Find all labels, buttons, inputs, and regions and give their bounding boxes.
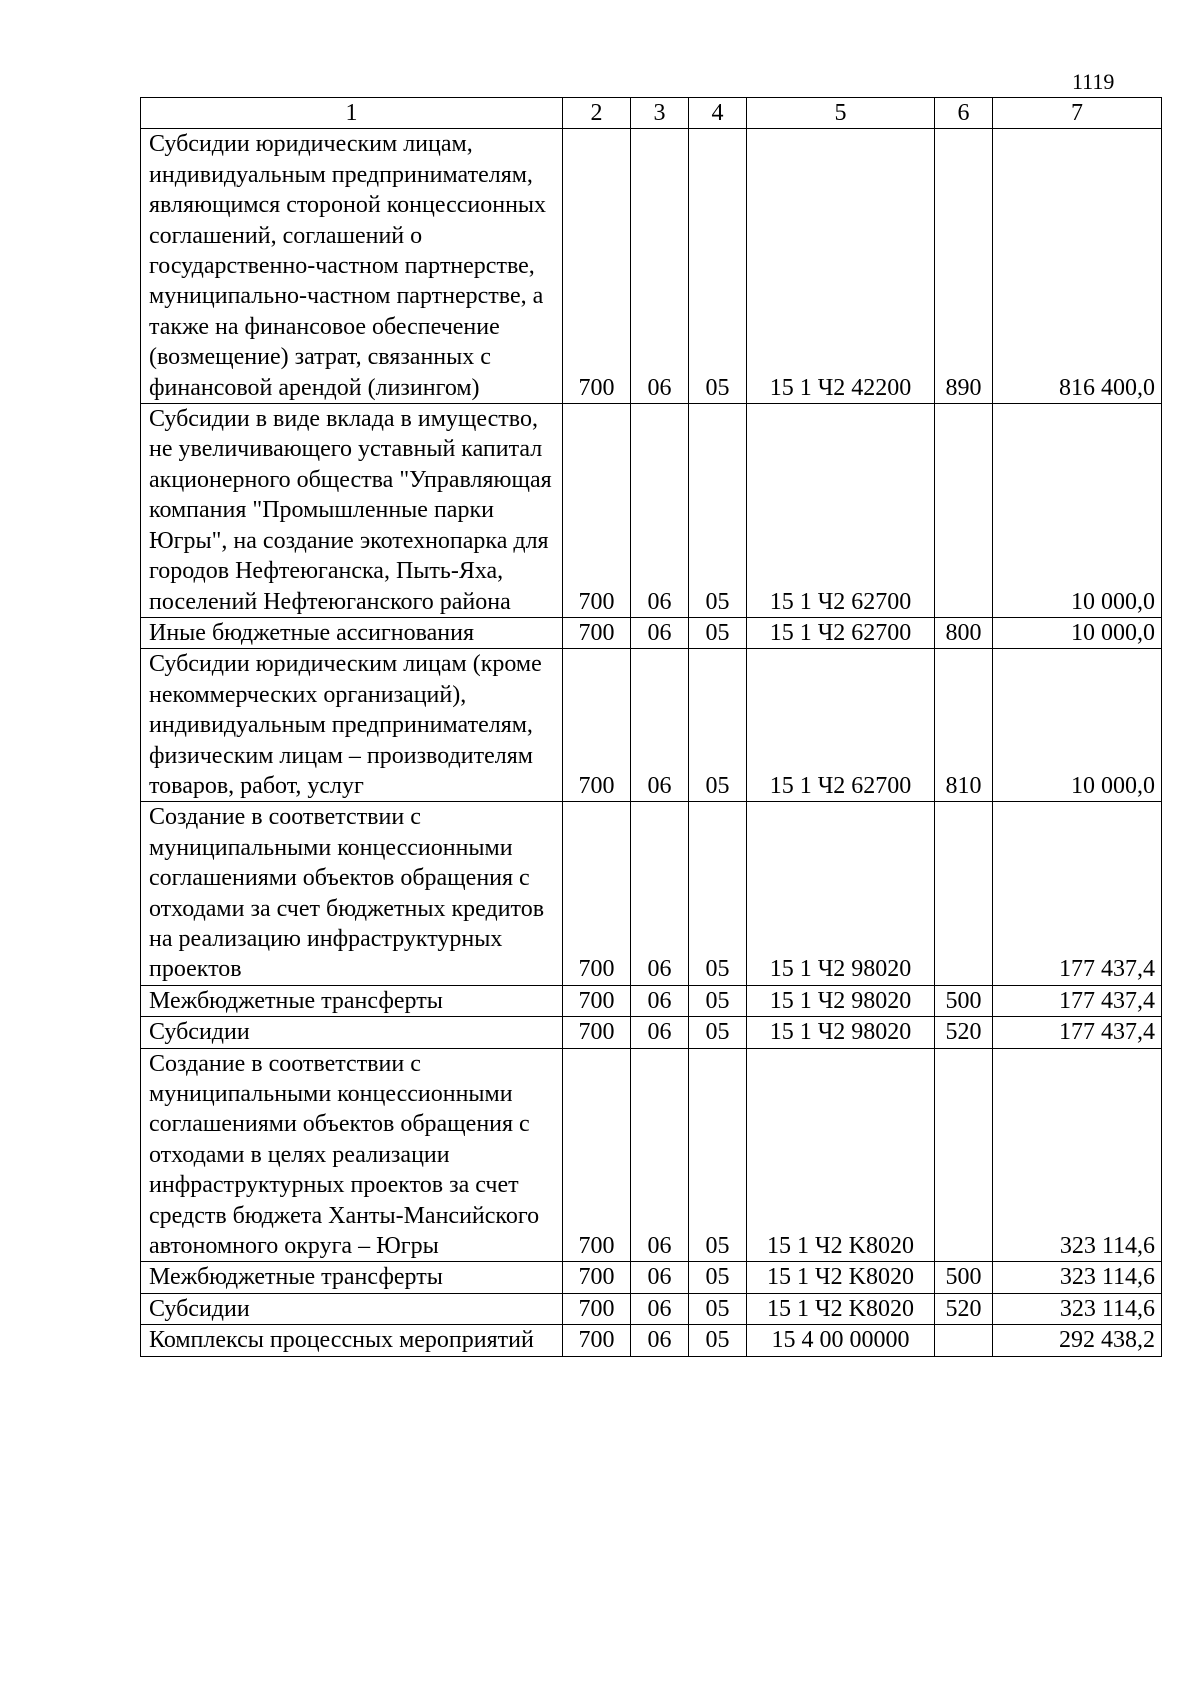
table-row bbox=[141, 404, 1162, 618]
table-row bbox=[141, 617, 1162, 648]
column-header: 2 bbox=[563, 98, 631, 129]
row-cell: 700 bbox=[563, 1325, 631, 1356]
row-amount: 816 400,0 bbox=[993, 129, 1162, 404]
column-header: 6 bbox=[935, 98, 993, 129]
row-cell: 890 bbox=[935, 129, 993, 404]
row-name: Субсидии юридическим лицам (кроме некоммерческих организаций), индивидуальным предпринимателям, физическим лицам – производителям товаров, работ, услуг bbox=[141, 649, 563, 802]
row-cell: 15 1 Ч2 98020 bbox=[747, 1017, 935, 1048]
column-header: 5 bbox=[747, 98, 935, 129]
page-number: 1119 bbox=[1072, 69, 1115, 94]
row-amount: 323 114,6 bbox=[993, 1048, 1162, 1262]
row-amount: 177 437,4 bbox=[993, 985, 1162, 1016]
row-cell: 06 bbox=[631, 802, 689, 985]
row-cell: 06 bbox=[631, 404, 689, 618]
budget-table bbox=[140, 97, 1162, 1357]
row-cell bbox=[935, 1048, 993, 1262]
row-cell: 15 1 Ч2 98020 bbox=[747, 985, 935, 1016]
row-cell: 05 bbox=[689, 1262, 747, 1293]
row-cell: 05 bbox=[689, 404, 747, 618]
row-amount: 10 000,0 bbox=[993, 649, 1162, 802]
row-amount: 10 000,0 bbox=[993, 404, 1162, 618]
row-cell: 15 1 Ч2 62700 bbox=[747, 649, 935, 802]
table-header-row bbox=[141, 98, 1162, 129]
row-cell: 15 1 Ч2 42200 bbox=[747, 129, 935, 404]
row-cell bbox=[935, 802, 993, 985]
row-cell: 810 bbox=[935, 649, 993, 802]
row-cell: 500 bbox=[935, 985, 993, 1016]
row-cell: 15 1 Ч2 62700 bbox=[747, 617, 935, 648]
row-name: Субсидии в виде вклада в имущество, не увеличивающего уставный капитал акционерного общества "Управляющая компания "Промышленные парки Югры", на создание экотехнопарка для городов Нефтеюганска, Пыть-Яха, поселений Нефтеюганского района bbox=[141, 404, 563, 618]
row-cell: 05 bbox=[689, 617, 747, 648]
row-name: Комплексы процессных мероприятий bbox=[141, 1325, 563, 1356]
row-name: Субсидии bbox=[141, 1293, 563, 1324]
row-cell: 06 bbox=[631, 129, 689, 404]
table-row bbox=[141, 1017, 1162, 1048]
table-row bbox=[141, 802, 1162, 985]
row-cell: 05 bbox=[689, 1293, 747, 1324]
row-cell: 05 bbox=[689, 802, 747, 985]
row-amount: 323 114,6 bbox=[993, 1262, 1162, 1293]
row-cell: 15 1 Ч2 K8020 bbox=[747, 1262, 935, 1293]
row-cell: 15 1 Ч2 K8020 bbox=[747, 1048, 935, 1262]
row-cell: 06 bbox=[631, 649, 689, 802]
table-row bbox=[141, 649, 1162, 802]
row-cell: 05 bbox=[689, 129, 747, 404]
row-cell: 06 bbox=[631, 1017, 689, 1048]
row-cell: 520 bbox=[935, 1293, 993, 1324]
row-cell: 520 bbox=[935, 1017, 993, 1048]
row-cell: 700 bbox=[563, 802, 631, 985]
row-amount: 323 114,6 bbox=[993, 1293, 1162, 1324]
row-amount: 177 437,4 bbox=[993, 1017, 1162, 1048]
row-cell: 05 bbox=[689, 649, 747, 802]
row-cell: 700 bbox=[563, 1048, 631, 1262]
row-cell: 06 bbox=[631, 617, 689, 648]
row-cell: 700 bbox=[563, 129, 631, 404]
row-cell: 500 bbox=[935, 1262, 993, 1293]
column-header: 3 bbox=[631, 98, 689, 129]
row-cell: 06 bbox=[631, 1048, 689, 1262]
row-cell bbox=[935, 1325, 993, 1356]
row-amount: 177 437,4 bbox=[993, 802, 1162, 985]
table-row bbox=[141, 1262, 1162, 1293]
row-cell: 05 bbox=[689, 985, 747, 1016]
row-cell: 06 bbox=[631, 1293, 689, 1324]
row-cell: 05 bbox=[689, 1325, 747, 1356]
row-cell: 700 bbox=[563, 617, 631, 648]
row-cell: 700 bbox=[563, 649, 631, 802]
table-row bbox=[141, 129, 1162, 404]
row-cell: 15 1 Ч2 98020 bbox=[747, 802, 935, 985]
row-name: Межбюджетные трансферты bbox=[141, 1262, 563, 1293]
row-cell: 15 4 00 00000 bbox=[747, 1325, 935, 1356]
table-row bbox=[141, 1325, 1162, 1356]
row-cell: 06 bbox=[631, 1325, 689, 1356]
row-cell: 700 bbox=[563, 404, 631, 618]
row-cell: 700 bbox=[563, 985, 631, 1016]
row-cell: 15 1 Ч2 62700 bbox=[747, 404, 935, 618]
row-cell: 05 bbox=[689, 1017, 747, 1048]
column-header: 7 bbox=[993, 98, 1162, 129]
row-amount: 10 000,0 bbox=[993, 617, 1162, 648]
row-cell: 800 bbox=[935, 617, 993, 648]
row-cell: 06 bbox=[631, 985, 689, 1016]
row-name: Иные бюджетные ассигнования bbox=[141, 617, 563, 648]
row-cell: 700 bbox=[563, 1017, 631, 1048]
row-name: Создание в соответствии с муниципальными концессионными соглашениями объектов обращения с отходами в целях реализации инфраструктурных проектов за счет средств бюджета Ханты-Мансийского автономного округа – Югры bbox=[141, 1048, 563, 1262]
row-cell: 700 bbox=[563, 1293, 631, 1324]
row-name: Создание в соответствии с муниципальными концессионными соглашениями объектов обращения с отходами за счет бюджетных кредитов на реализацию инфраструктурных проектов bbox=[141, 802, 563, 985]
row-cell: 700 bbox=[563, 1262, 631, 1293]
column-header: 1 bbox=[141, 98, 563, 129]
row-cell: 06 bbox=[631, 1262, 689, 1293]
row-name: Субсидии bbox=[141, 1017, 563, 1048]
table-row bbox=[141, 1293, 1162, 1324]
row-cell bbox=[935, 404, 993, 618]
row-amount: 292 438,2 bbox=[993, 1325, 1162, 1356]
row-cell: 15 1 Ч2 K8020 bbox=[747, 1293, 935, 1324]
table-row bbox=[141, 1048, 1162, 1262]
row-name: Субсидии юридическим лицам, индивидуальным предпринимателям, являющимся стороной концессионных соглашений, соглашений о государственно-частном партнерстве, муниципально-частном партнерстве, а также на финансовое обеспечение (возмещение) затрат, связанных с финансовой арендой (лизингом) bbox=[141, 129, 563, 404]
row-cell: 05 bbox=[689, 1048, 747, 1262]
column-header: 4 bbox=[689, 98, 747, 129]
table-row bbox=[141, 985, 1162, 1016]
row-name: Межбюджетные трансферты bbox=[141, 985, 563, 1016]
